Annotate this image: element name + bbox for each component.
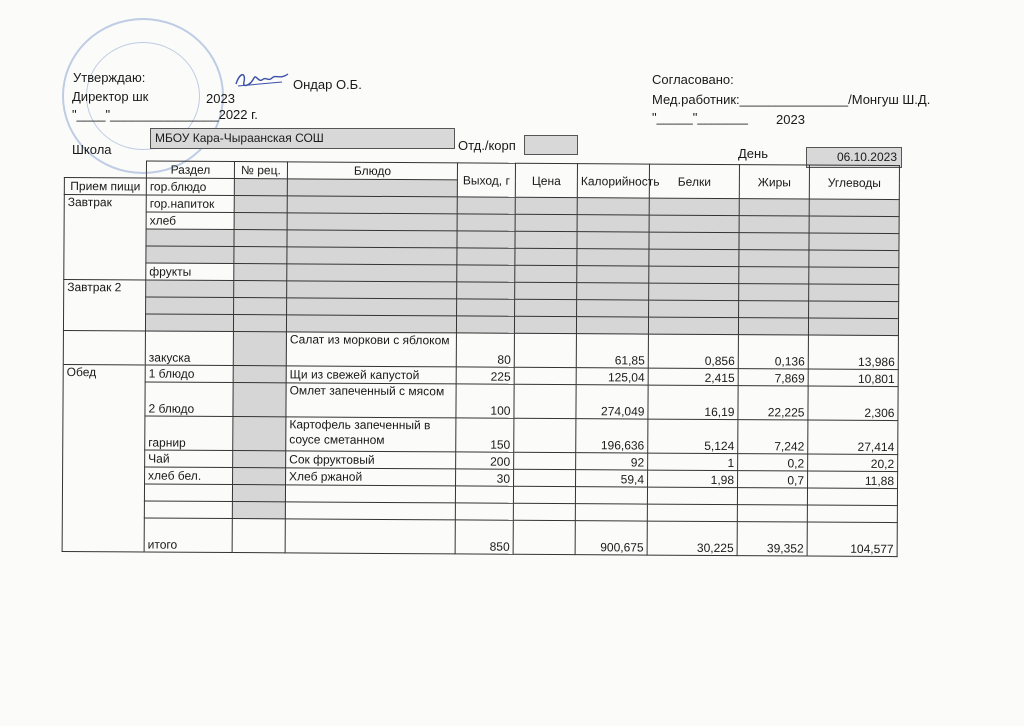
day-label: День	[738, 146, 768, 161]
col-protein: Белки	[649, 164, 739, 199]
section-first: 1 блюдо	[145, 365, 233, 383]
day-field: 06.10.2023	[806, 147, 902, 168]
col-calories: Калорийность	[577, 164, 649, 198]
col-meal: Прием пищи	[64, 178, 146, 196]
total-protein-cell: 30,225	[647, 521, 737, 556]
total-fat-cell: 39,352	[737, 522, 807, 556]
calories-cell: 61,85	[576, 334, 648, 368]
dish-cell: Сок фруктовый	[286, 451, 456, 469]
section-white-bread: хлеб бел.	[145, 467, 233, 485]
fat-cell: 0,2	[738, 454, 808, 471]
director-date-blank: "____"_______________2022 г.	[72, 107, 258, 122]
fat-cell: 7,242	[738, 420, 808, 454]
carbs-cell: 27,414	[808, 420, 898, 455]
protein-cell: 2,415	[648, 368, 738, 386]
output-cell: 225	[456, 367, 514, 384]
carbs-cell: 10,801	[808, 369, 898, 387]
carbs-cell: 2,306	[808, 386, 898, 421]
total-output-cell: 850	[455, 520, 513, 554]
director-signature	[232, 68, 292, 92]
col-recipe: № рец.	[234, 162, 287, 179]
dept-label: Отд./корп	[458, 138, 516, 153]
protein-cell: 16,19	[648, 385, 738, 420]
output-cell: 100	[456, 384, 514, 418]
med-year: 2023	[776, 112, 805, 127]
output-cell: 200	[456, 452, 514, 469]
col-dish: Блюдо	[287, 162, 457, 180]
school-label: Школа	[72, 142, 112, 157]
total-carbs-cell: 104,577	[807, 522, 897, 557]
section-appetizer: закуска	[145, 331, 233, 366]
col-price: Цена	[515, 163, 577, 197]
director-name: Ондар О.Б.	[293, 77, 362, 92]
dept-field	[524, 135, 578, 155]
protein-cell: 1,98	[648, 470, 738, 488]
approve-label: Утверждаю:	[73, 70, 146, 85]
section-fruits: фрукты	[146, 263, 234, 281]
fat-cell: 7,869	[738, 369, 808, 386]
section-bread: хлеб	[146, 212, 234, 230]
carbs-cell: 20,2	[808, 454, 898, 472]
section-tea: Чай	[145, 450, 233, 468]
med-date-blank: "_____"_______	[652, 110, 748, 125]
dish-cell: Картофель запеченный в соусе сметанном	[286, 417, 456, 452]
section-hot-drink: гор.напиток	[146, 195, 234, 213]
table-row-total	[62, 517, 897, 556]
dish-cell: Омлет запеченный с мясом	[286, 383, 456, 418]
menu-table	[62, 160, 900, 557]
table-row	[63, 381, 898, 420]
table-row	[63, 330, 898, 369]
calories-cell: 274,049	[576, 385, 648, 419]
col-output: Выход, г	[457, 163, 515, 197]
protein-cell: 1	[648, 453, 738, 471]
total-label: итого	[144, 518, 232, 553]
fat-cell: 0,7	[738, 471, 808, 488]
agreed-label: Согласовано:	[652, 72, 734, 87]
calories-cell: 125,04	[576, 368, 648, 385]
table-row	[63, 415, 898, 454]
section-side: гарнир	[145, 416, 233, 451]
carbs-cell: 13,986	[808, 335, 898, 370]
carbs-cell: 11,88	[808, 471, 898, 489]
fat-cell: 22,225	[738, 386, 808, 420]
school-name-field: МБОУ Кара-Чыраанская СОШ	[150, 128, 455, 149]
director-year: 2023	[206, 91, 235, 106]
section-hot-dish: гор.блюдо	[146, 178, 234, 196]
col-section: Раздел	[146, 161, 234, 179]
meal-lunch: Обед	[62, 364, 145, 551]
protein-cell: 0,856	[648, 334, 738, 369]
protein-cell: 5,124	[648, 419, 738, 454]
meal-breakfast-2: Завтрак 2	[63, 280, 145, 331]
dish-cell: Хлеб ржаной	[286, 468, 456, 486]
section-second: 2 блюдо	[145, 382, 233, 417]
fat-cell: 0,136	[738, 335, 808, 369]
output-cell: 80	[456, 333, 514, 367]
col-carbs: Углеводы	[809, 165, 899, 200]
col-fat: Жиры	[739, 165, 809, 199]
meal-breakfast: Завтрак	[64, 195, 147, 280]
dish-cell: Щи из свежей капустой	[286, 366, 456, 384]
output-cell: 150	[456, 418, 514, 452]
dish-cell: Салат из моркови с яблоком	[286, 332, 456, 367]
calories-cell: 196,636	[576, 419, 648, 453]
total-calories-cell: 900,675	[575, 521, 647, 555]
output-cell: 30	[456, 469, 514, 486]
med-worker-line: Мед.работник:_______________/Монгуш Ш.Д.	[652, 92, 931, 107]
calories-cell: 59,4	[576, 470, 648, 487]
director-label: Директор шк	[72, 89, 149, 104]
calories-cell: 92	[576, 453, 648, 470]
